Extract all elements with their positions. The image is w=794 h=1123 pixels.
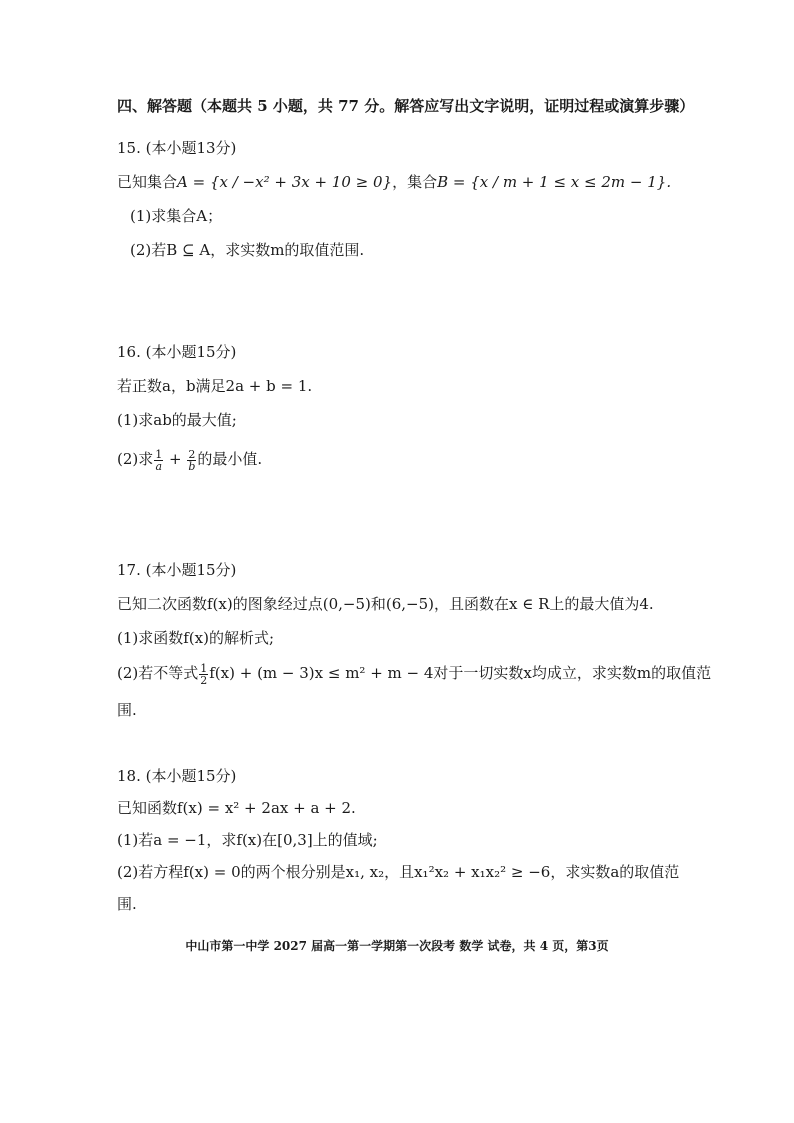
q15-stem-mid: ，集合 [392, 173, 438, 191]
q18-part2: (2)若方程f(x) = 0的两个根分别是x₁, x₂，且x₁²x₂ + x₁x₂² ≥ −6，求实数a的取值范 [117, 863, 680, 881]
q15-stem-prefix: 已知集合 [117, 173, 178, 191]
q17-fraction-1-over-2 [199, 663, 208, 686]
page-footer: 中山市第一中学 2027 届高一第一学期第一次段考 数学 试卷，共 4 页，第3页 [185, 939, 609, 953]
q17-part2-prefix: (2)若不等式 [117, 664, 199, 682]
q15-set-b: B = {x / m + 1 ≤ x ≤ 2m − 1}. [437, 173, 672, 191]
q16-frac1-numerator: 1 [155, 447, 163, 461]
q18-title: 18. (本小题15分) [117, 767, 237, 785]
q16-part2 [117, 444, 262, 474]
q15-set-a: A = {x / −x² + 3x + 10 ≥ 0} [177, 173, 393, 191]
q16-title: 16. (本小题15分) [117, 343, 237, 361]
q15-title: 15. (本小题13分) [117, 139, 237, 157]
q16-frac2-numerator: 2 [188, 447, 196, 461]
q16-fraction-1-over-a [154, 449, 163, 472]
q16-stem: 若正数a，b满足2a + b = 1. [117, 377, 313, 395]
q16-plus: + [164, 450, 187, 468]
q17-part1: (1)求函数f(x)的解析式; [117, 629, 275, 647]
q16-part1: (1)求ab的最大值; [117, 411, 237, 429]
q17-stem: 已知二次函数f(x)的图象经过点(0,−5)和(6,−5)，且函数在x ∈ R上的最大值为4. [117, 595, 654, 613]
q16-part2-prefix: (2)求 [117, 450, 154, 468]
q16-frac1-denominator: a [155, 459, 163, 473]
q18-part1: (1)若a = −1，求f(x)在[0,3]上的值域; [117, 831, 378, 849]
q17-part2 [117, 658, 711, 688]
section-header: 四、解答题（本题共 5 小题，共 77 分。解答应写出文字说明，证明过程或演算步骤） [117, 97, 695, 115]
q18-part2-continued: 围. [117, 895, 137, 913]
q16-part2-suffix: 的最小值. [197, 450, 263, 468]
q17-frac-numerator: 1 [200, 661, 208, 675]
q17-title: 17. (本小题15分) [117, 561, 237, 579]
q15-stem [117, 172, 671, 192]
q17-frac-denominator: 2 [200, 673, 208, 687]
q15-part2: (2)若B ⊆ A，求实数m的取值范围. [130, 241, 365, 259]
q16-frac2-denominator: b [188, 459, 196, 473]
q17-part2-mid: f(x) + (m − 3)x ≤ m² + m − 4对于一切实数x均成立，求实数m的取值范 [209, 664, 712, 682]
q17-part2-continued: 围. [117, 701, 137, 719]
q16-fraction-2-over-b [187, 449, 196, 472]
q15-part1: (1)求集合A； [130, 207, 223, 225]
q18-stem: 已知函数f(x) = x² + 2ax + a + 2. [117, 799, 356, 817]
